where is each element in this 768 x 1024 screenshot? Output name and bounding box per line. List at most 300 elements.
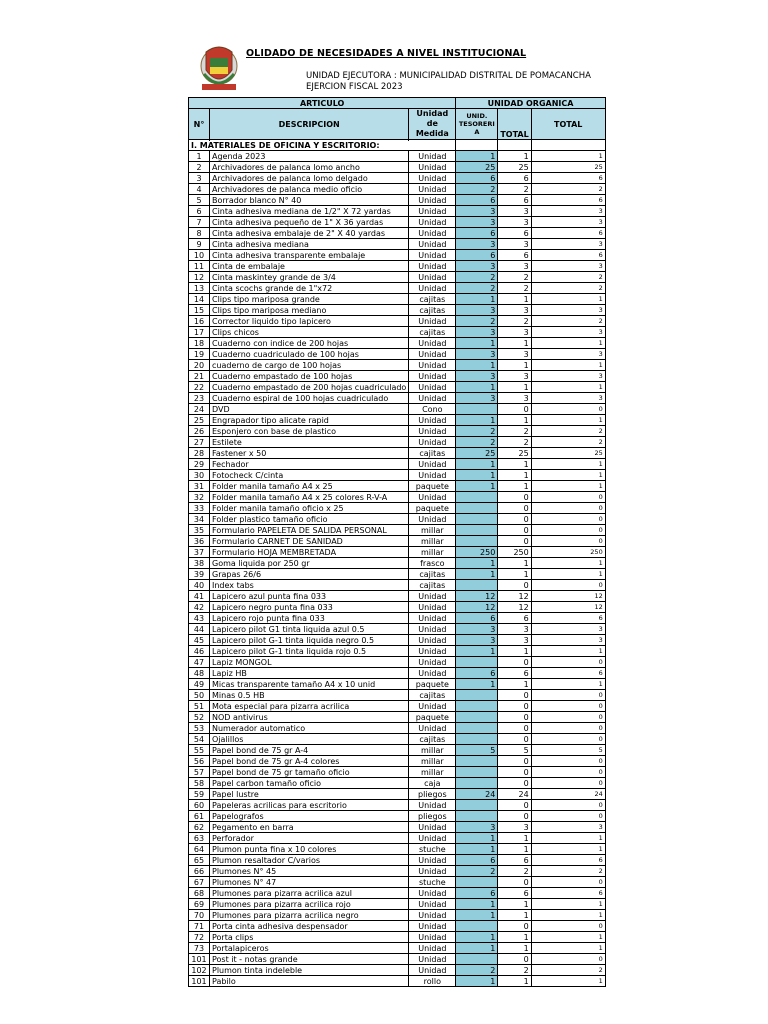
table-row	[189, 734, 606, 745]
row-total: 0	[498, 404, 531, 415]
row-description: Plumones para pizarra acrilica negro	[210, 910, 409, 921]
row-description: Cinta adhesiva mediana de 1/2" X 72 yardas	[210, 206, 409, 217]
row-tesoreria-qty	[456, 734, 498, 745]
row-tesoreria-qty: 2	[456, 272, 498, 283]
row-description: Cinta adhesiva transparente embalaje	[210, 250, 409, 261]
row-unit: Unidad	[409, 855, 456, 866]
row-tesoreria-qty	[456, 701, 498, 712]
row-description: Clips tipo mariposa grande	[210, 294, 409, 305]
row-total: 12	[498, 602, 531, 613]
row-total: 1	[498, 833, 531, 844]
row-unit: Unidad	[409, 382, 456, 393]
row-description: Formulario HOJA MEMBRETADA	[210, 547, 409, 558]
row-total: 24	[498, 789, 531, 800]
row-total: 1	[498, 459, 531, 470]
row-tesoreria-qty: 2	[456, 426, 498, 437]
row-unit: millar	[409, 525, 456, 536]
row-total-2: 2	[531, 272, 605, 283]
row-tesoreria-qty	[456, 778, 498, 789]
row-unit: Unidad	[409, 888, 456, 899]
row-total: 0	[498, 756, 531, 767]
table-row	[189, 327, 606, 338]
table-row	[189, 756, 606, 767]
row-unit: cajitas	[409, 305, 456, 316]
table-row	[189, 800, 606, 811]
table-row	[189, 602, 606, 613]
table-row	[189, 591, 606, 602]
row-description: Lapiz HB	[210, 668, 409, 679]
row-tesoreria-qty: 3	[456, 239, 498, 250]
row-unit: Unidad	[409, 261, 456, 272]
row-unit: Unidad	[409, 228, 456, 239]
row-total-2: 6	[531, 888, 605, 899]
row-total: 6	[498, 668, 531, 679]
row-unit: cajitas	[409, 734, 456, 745]
table-row	[189, 932, 606, 943]
row-description: Folder plastico tamaño oficio	[210, 514, 409, 525]
row-total-2: 3	[531, 624, 605, 635]
row-tesoreria-qty: 3	[456, 305, 498, 316]
row-total: 0	[498, 514, 531, 525]
row-tesoreria-qty	[456, 811, 498, 822]
row-number: 44	[189, 624, 210, 635]
row-tesoreria-qty	[456, 514, 498, 525]
row-tesoreria-qty: 24	[456, 789, 498, 800]
row-total-2: 0	[531, 492, 605, 503]
row-total: 0	[498, 778, 531, 789]
row-unit: cajitas	[409, 448, 456, 459]
row-description: Plumones N° 45	[210, 866, 409, 877]
row-number: 27	[189, 437, 210, 448]
row-number: 60	[189, 800, 210, 811]
row-total: 3	[498, 239, 531, 250]
row-number: 59	[189, 789, 210, 800]
row-total: 0	[498, 580, 531, 591]
table-row	[189, 228, 606, 239]
row-description: Papel lustre	[210, 789, 409, 800]
row-description: Archivadores de palanca lomo delgado	[210, 173, 409, 184]
row-total: 1	[498, 294, 531, 305]
row-description: Estilete	[210, 437, 409, 448]
row-total-2: 24	[531, 789, 605, 800]
table-row	[189, 558, 606, 569]
row-description: Cinta maskintey grande de 3/4	[210, 272, 409, 283]
row-total: 12	[498, 591, 531, 602]
header-tesoreria: UNID. TESORERI A	[456, 109, 498, 140]
row-description: Lapicero rojo punta fina 033	[210, 613, 409, 624]
row-unit: Unidad	[409, 371, 456, 382]
row-number: 22	[189, 382, 210, 393]
row-description: Minas 0.5 HB	[210, 690, 409, 701]
row-tesoreria-qty: 1	[456, 932, 498, 943]
row-unit: Unidad	[409, 899, 456, 910]
row-number: 70	[189, 910, 210, 921]
table-row	[189, 921, 606, 932]
row-tesoreria-qty: 2	[456, 437, 498, 448]
row-number: 53	[189, 723, 210, 734]
row-description: Numerador automatico	[210, 723, 409, 734]
table-row	[189, 305, 606, 316]
row-description: Cuaderno cuadriculado de 100 hojas	[210, 349, 409, 360]
row-total: 1	[498, 646, 531, 657]
row-tesoreria-qty: 6	[456, 613, 498, 624]
row-unit: Unidad	[409, 910, 456, 921]
row-total: 0	[498, 811, 531, 822]
row-description: Pabilo	[210, 976, 409, 987]
fiscal-year: EJERCION FISCAL 2023	[306, 82, 403, 92]
header-descripcion: DESCRIPCION	[210, 109, 409, 140]
row-description: Cinta adhesiva pequeño de 1" X 36 yardas	[210, 217, 409, 228]
row-tesoreria-qty: 1	[456, 481, 498, 492]
row-total: 3	[498, 327, 531, 338]
row-description: Papelografos	[210, 811, 409, 822]
row-unit: Unidad	[409, 701, 456, 712]
row-tesoreria-qty: 2	[456, 866, 498, 877]
section-title: I. MATERIALES DE OFICINA Y ESCRITORIO:	[189, 140, 456, 151]
table-row	[189, 877, 606, 888]
table-row	[189, 514, 606, 525]
header-articulo: ARTICULO	[189, 98, 456, 109]
row-total-2: 0	[531, 778, 605, 789]
table-row	[189, 525, 606, 536]
row-number: 64	[189, 844, 210, 855]
row-unit: Unidad	[409, 250, 456, 261]
row-total-2: 0	[531, 690, 605, 701]
row-total-2: 1	[531, 558, 605, 569]
row-total: 6	[498, 613, 531, 624]
table-row	[189, 184, 606, 195]
row-tesoreria-qty: 3	[456, 635, 498, 646]
row-total: 0	[498, 503, 531, 514]
row-tesoreria-qty: 1	[456, 151, 498, 162]
row-description: Plumones N° 47	[210, 877, 409, 888]
table-row	[189, 976, 606, 987]
row-unit: Unidad	[409, 459, 456, 470]
table-row	[189, 393, 606, 404]
table-row	[189, 250, 606, 261]
row-tesoreria-qty: 2	[456, 316, 498, 327]
row-description: cuaderno de cargo de 100 hojas	[210, 360, 409, 371]
row-total-2: 12	[531, 602, 605, 613]
row-number: 20	[189, 360, 210, 371]
row-number: 17	[189, 327, 210, 338]
row-unit: Unidad	[409, 514, 456, 525]
row-number: 9	[189, 239, 210, 250]
row-unit: Unidad	[409, 162, 456, 173]
row-unit: Unidad	[409, 151, 456, 162]
row-unit: Unidad	[409, 613, 456, 624]
row-total-2: 1	[531, 646, 605, 657]
row-number: 32	[189, 492, 210, 503]
row-unit: pliegos	[409, 811, 456, 822]
table-row	[189, 965, 606, 976]
row-total: 25	[498, 448, 531, 459]
table-row	[189, 580, 606, 591]
row-unit: Unidad	[409, 217, 456, 228]
row-number: 47	[189, 657, 210, 668]
row-total: 1	[498, 470, 531, 481]
row-total: 0	[498, 690, 531, 701]
row-total-2: 2	[531, 316, 605, 327]
row-description: Agenda 2023	[210, 151, 409, 162]
row-number: 26	[189, 426, 210, 437]
row-total: 3	[498, 822, 531, 833]
row-tesoreria-qty: 3	[456, 822, 498, 833]
row-number: 10	[189, 250, 210, 261]
row-unit: cajitas	[409, 569, 456, 580]
row-unit: Unidad	[409, 800, 456, 811]
row-total: 0	[498, 525, 531, 536]
row-tesoreria-qty: 3	[456, 327, 498, 338]
row-number: 18	[189, 338, 210, 349]
row-tesoreria-qty	[456, 536, 498, 547]
table-row	[189, 943, 606, 954]
row-description: Fechador	[210, 459, 409, 470]
row-description: Plumon resaltador C/varios	[210, 855, 409, 866]
row-number: 23	[189, 393, 210, 404]
row-total-2: 1	[531, 382, 605, 393]
row-total: 1	[498, 976, 531, 987]
row-unit: millar	[409, 767, 456, 778]
row-total-2: 3	[531, 635, 605, 646]
row-description: Corrector liquido tipo lapicero	[210, 316, 409, 327]
row-description: Engrapador tipo alicate rapid	[210, 415, 409, 426]
row-tesoreria-qty	[456, 404, 498, 415]
row-description: DVD	[210, 404, 409, 415]
table-row	[189, 283, 606, 294]
row-total: 1	[498, 899, 531, 910]
table-row	[189, 888, 606, 899]
row-number: 65	[189, 855, 210, 866]
row-number: 62	[189, 822, 210, 833]
row-number: 16	[189, 316, 210, 327]
row-total: 6	[498, 195, 531, 206]
row-total: 6	[498, 888, 531, 899]
row-number: 21	[189, 371, 210, 382]
row-description: Formulario CARNET DE SANIDAD	[210, 536, 409, 547]
row-unit: stuche	[409, 844, 456, 855]
row-tesoreria-qty: 1	[456, 943, 498, 954]
row-unit: Unidad	[409, 173, 456, 184]
row-number: 40	[189, 580, 210, 591]
row-unit: Unidad	[409, 470, 456, 481]
row-number: 7	[189, 217, 210, 228]
row-description: Archivadores de palanca lomo ancho	[210, 162, 409, 173]
row-total: 1	[498, 415, 531, 426]
row-tesoreria-qty	[456, 800, 498, 811]
row-tesoreria-qty: 6	[456, 195, 498, 206]
needs-table	[188, 97, 606, 987]
row-number: 19	[189, 349, 210, 360]
row-total-2: 3	[531, 349, 605, 360]
row-description: Archivadores de palanca medio oficio	[210, 184, 409, 195]
table-row	[189, 206, 606, 217]
row-tesoreria-qty	[456, 580, 498, 591]
row-number: 51	[189, 701, 210, 712]
row-unit: Unidad	[409, 360, 456, 371]
row-number: 101	[189, 954, 210, 965]
table-row	[189, 195, 606, 206]
row-unit: cajitas	[409, 690, 456, 701]
row-total: 1	[498, 910, 531, 921]
row-total-2: 1	[531, 943, 605, 954]
row-total-2: 1	[531, 899, 605, 910]
row-total: 3	[498, 349, 531, 360]
row-unit: Unidad	[409, 624, 456, 635]
table-row	[189, 789, 606, 800]
row-total: 0	[498, 954, 531, 965]
table-row	[189, 822, 606, 833]
table-row	[189, 668, 606, 679]
table-row	[189, 844, 606, 855]
table-row	[189, 316, 606, 327]
table-row	[189, 547, 606, 558]
row-number: 6	[189, 206, 210, 217]
table-row	[189, 360, 606, 371]
row-total-2: 3	[531, 261, 605, 272]
row-total-2: 1	[531, 833, 605, 844]
row-tesoreria-qty: 3	[456, 261, 498, 272]
row-total: 0	[498, 767, 531, 778]
table-row	[189, 569, 606, 580]
row-description: Goma liquida por 250 gr	[210, 558, 409, 569]
row-number: 33	[189, 503, 210, 514]
row-description: Cinta adhesiva embalaje de 2" X 40 yardas	[210, 228, 409, 239]
row-total: 2	[498, 316, 531, 327]
row-number: 24	[189, 404, 210, 415]
row-description: Papel bond de 75 gr tamaño oficio	[210, 767, 409, 778]
row-number: 55	[189, 745, 210, 756]
row-unit: Unidad	[409, 723, 456, 734]
row-total: 1	[498, 569, 531, 580]
row-total-2: 1	[531, 338, 605, 349]
row-total-2: 0	[531, 514, 605, 525]
row-tesoreria-qty	[456, 954, 498, 965]
row-unit: Unidad	[409, 272, 456, 283]
row-total-2: 1	[531, 569, 605, 580]
row-number: 54	[189, 734, 210, 745]
row-number: 102	[189, 965, 210, 976]
row-total: 5	[498, 745, 531, 756]
table-row	[189, 272, 606, 283]
row-unit: Unidad	[409, 591, 456, 602]
row-tesoreria-qty: 3	[456, 624, 498, 635]
row-number: 45	[189, 635, 210, 646]
row-total-2: 0	[531, 954, 605, 965]
row-description: Plumones para pizarra acrilica rojo	[210, 899, 409, 910]
row-total: 3	[498, 261, 531, 272]
row-number: 73	[189, 943, 210, 954]
row-number: 31	[189, 481, 210, 492]
row-tesoreria-qty: 1	[456, 646, 498, 657]
row-total-2: 0	[531, 811, 605, 822]
row-unit: Unidad	[409, 206, 456, 217]
row-total-2: 0	[531, 404, 605, 415]
row-tesoreria-qty	[456, 525, 498, 536]
row-number: 38	[189, 558, 210, 569]
row-unit: paquete	[409, 679, 456, 690]
row-number: 61	[189, 811, 210, 822]
row-number: 2	[189, 162, 210, 173]
table-row	[189, 811, 606, 822]
row-total-2: 1	[531, 976, 605, 987]
row-description: Perforador	[210, 833, 409, 844]
row-tesoreria-qty: 3	[456, 393, 498, 404]
row-number: 56	[189, 756, 210, 767]
row-description: NOD antivirus	[210, 712, 409, 723]
row-tesoreria-qty: 1	[456, 558, 498, 569]
row-unit: paquete	[409, 712, 456, 723]
row-number: 8	[189, 228, 210, 239]
row-total: 0	[498, 921, 531, 932]
row-total-2: 6	[531, 228, 605, 239]
row-total: 3	[498, 635, 531, 646]
row-tesoreria-qty: 2	[456, 965, 498, 976]
row-description: Cuaderno empastado de 200 hojas cuadriculado	[210, 382, 409, 393]
row-tesoreria-qty: 2	[456, 283, 498, 294]
row-tesoreria-qty: 1	[456, 294, 498, 305]
row-total: 0	[498, 734, 531, 745]
row-number: 46	[189, 646, 210, 657]
header-total: TOTAL	[498, 109, 531, 140]
row-total: 1	[498, 558, 531, 569]
row-tesoreria-qty: 250	[456, 547, 498, 558]
table-row	[189, 371, 606, 382]
row-unit: paquete	[409, 481, 456, 492]
row-total-2: 0	[531, 503, 605, 514]
table-row	[189, 624, 606, 635]
row-total: 250	[498, 547, 531, 558]
row-number: 48	[189, 668, 210, 679]
row-tesoreria-qty: 6	[456, 888, 498, 899]
row-unit: Unidad	[409, 954, 456, 965]
row-tesoreria-qty: 1	[456, 833, 498, 844]
row-description: Index tabs	[210, 580, 409, 591]
row-description: Porta clips	[210, 932, 409, 943]
table-row	[189, 349, 606, 360]
row-total-2: 2	[531, 184, 605, 195]
row-unit: millar	[409, 536, 456, 547]
row-total: 1	[498, 338, 531, 349]
row-total-2: 0	[531, 800, 605, 811]
table-row	[189, 745, 606, 756]
row-total-2: 0	[531, 525, 605, 536]
row-tesoreria-qty: 1	[456, 899, 498, 910]
row-total-2: 1	[531, 679, 605, 690]
row-number: 68	[189, 888, 210, 899]
table-row	[189, 217, 606, 228]
row-total-2: 3	[531, 239, 605, 250]
table-row	[189, 404, 606, 415]
row-number: 41	[189, 591, 210, 602]
row-total-2: 25	[531, 162, 605, 173]
row-tesoreria-qty: 1	[456, 569, 498, 580]
row-number: 35	[189, 525, 210, 536]
row-total-2: 0	[531, 580, 605, 591]
row-description: Mota especial para pizarra acrilica	[210, 701, 409, 712]
row-description: Portalapiceros	[210, 943, 409, 954]
row-unit: Unidad	[409, 437, 456, 448]
row-unit: cajitas	[409, 580, 456, 591]
table-row	[189, 690, 606, 701]
row-tesoreria-qty: 1	[456, 382, 498, 393]
row-tesoreria-qty: 12	[456, 602, 498, 613]
row-number: 101	[189, 976, 210, 987]
row-total: 1	[498, 481, 531, 492]
row-unit: Unidad	[409, 426, 456, 437]
row-description: Lapicero azul punta fina 033	[210, 591, 409, 602]
header-n: N°	[189, 109, 210, 140]
